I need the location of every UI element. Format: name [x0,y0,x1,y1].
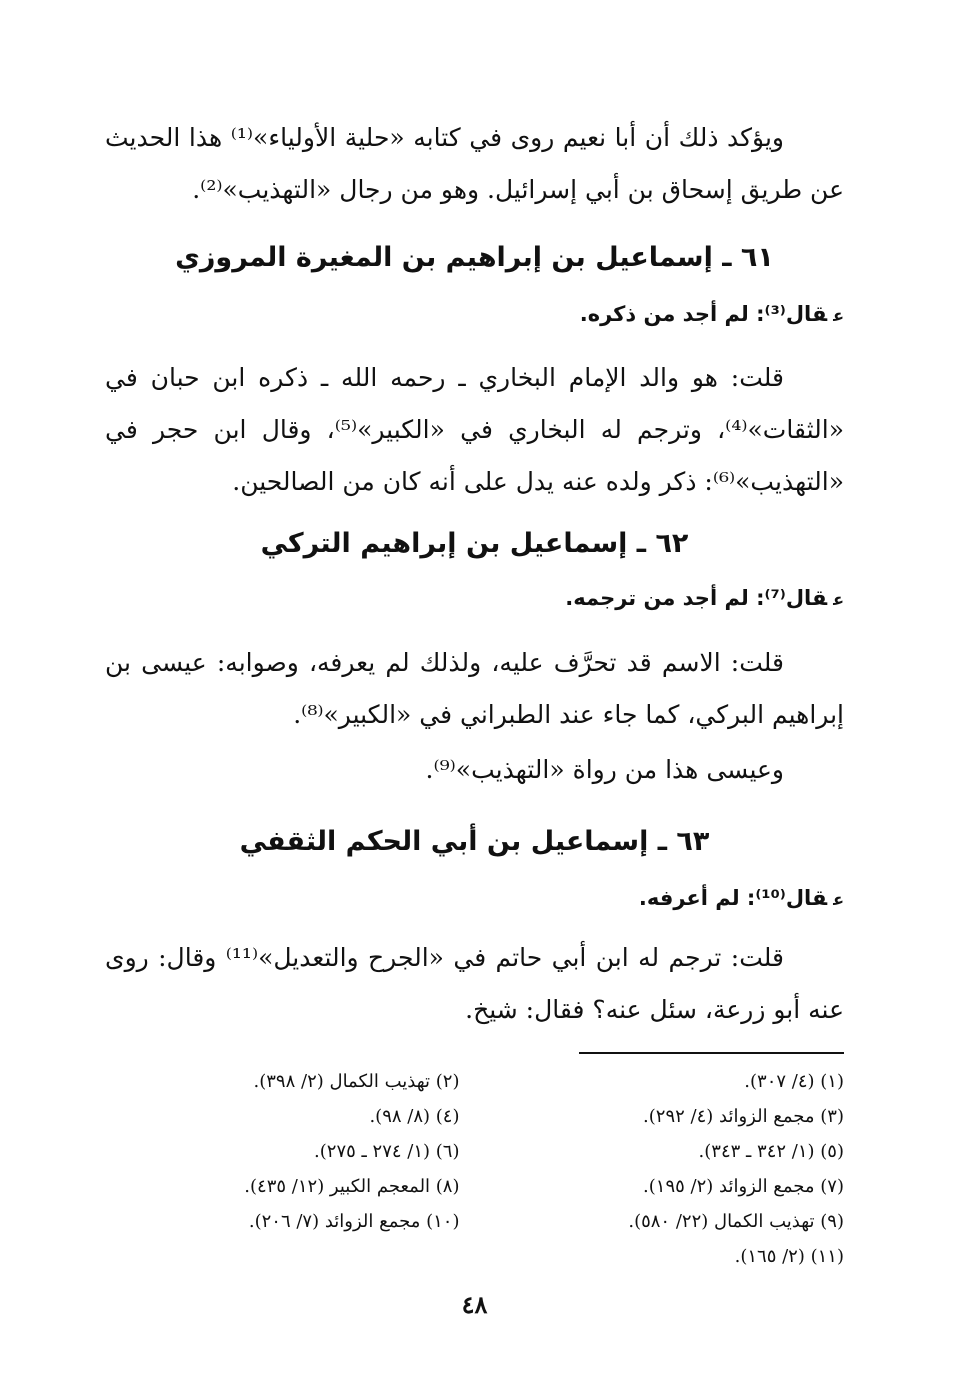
footnote-item: (٩) تهذيب الكمال (٢٢/ ٥٨٠). [628,1211,844,1232]
paragraph-entry-61: قلت: هو والد الإمام البخاري ـ رحمه الله ـ ذكره ابن حبان في «الثقات»⁽⁴⁾، وترجم له البخاري في «الكبير»⁽⁵⁾، وقال ابن حجر في «التهذيب»⁽⁶⁾: ذكر ولده عنه يدل على أنه كان من الصالحين. [105,363,844,496]
footnote-item: (٦) (١/ ٢٧٤ ـ ٢٧٥). [314,1141,460,1162]
footnote-item: (٣) مجمع الزوائد (٤/ ٢٩٢). [643,1106,844,1127]
ayn-mark: ع [833,590,844,609]
footnote-item: (٨) المعجم الكبير (١٢/ ٤٣٥). [244,1176,460,1197]
footnote-item: (٤) (٨/ ٩٨). [369,1106,460,1127]
qal-text: قال⁽⁷⁾: لم أجد من ترجمه. [565,586,828,610]
footnote-item: (٧) مجمع الزوائد (٢/ ١٩٥). [643,1176,844,1197]
qal-text: قال⁽¹⁰⁾: لم أعرفه. [638,886,828,910]
footnote-item [105,1239,460,1274]
footnote-separator [579,1052,844,1054]
footnote-item: (١٠) مجمع الزوائد (٧/ ٢٠٦). [248,1211,460,1232]
qal-line-63 [105,880,844,918]
footnote-item: (٢) تهذيب الكمال (٢/ ٣٩٨). [253,1071,460,1092]
qal-line-62 [105,580,844,618]
heading-entry-62: ٦٢ ـ إسماعيل بن إبراهيم التركي [260,528,689,559]
page-number: ٤٨ [461,1290,488,1319]
footnote-item: (١) (٤/ ٣٠٧). [744,1071,844,1092]
heading-entry-63: ٦٣ ـ إسماعيل بن أبي الحكم الثقفي [239,826,710,857]
paragraph-entry-63: قلت: ترجم له ابن أبي حاتم في «الجرح والتعديل»⁽¹¹⁾ وقال: روى عنه أبو زرعة، سئل عنه؟ فقال: شيخ. [105,943,844,1024]
footnote-item: (٥) (١/ ٣٤٢ ـ ٣٤٣). [698,1141,844,1162]
heading-entry-61: ٦١ ـ إسماعيل بن إبراهيم بن المغيرة المروزي [175,242,774,273]
footnote-item: (١١) (٢/ ١٦٥). [734,1246,844,1267]
footnotes [105,1064,844,1274]
paragraph-intro: ويؤكد ذلك أن أبا نعيم روى في كتابه «حلية الأولياء»⁽¹⁾ هذا الحديث عن طريق إسحاق بن أبي إسرائيل. وهو من رجال «التهذيب»⁽²⁾. [105,123,844,204]
ayn-mark: ع [833,890,844,909]
paragraph-entry-62-b: وعيسى هذا من رواة «التهذيب»⁽⁹⁾. [425,755,784,784]
book-page [105,0,844,1399]
qal-line-61 [105,296,844,334]
paragraph-entry-62: قلت: الاسم قد تحرَّف عليه، ولذلك لم يعرفه، وصوابه: عيسى بن إبراهيم البركي، كما جاء عند الطبراني في «الكبير»⁽⁸⁾. [105,648,844,729]
ayn-mark: ع [833,306,844,325]
qal-text: قال⁽³⁾: لم أجد من ذكره. [579,302,828,326]
